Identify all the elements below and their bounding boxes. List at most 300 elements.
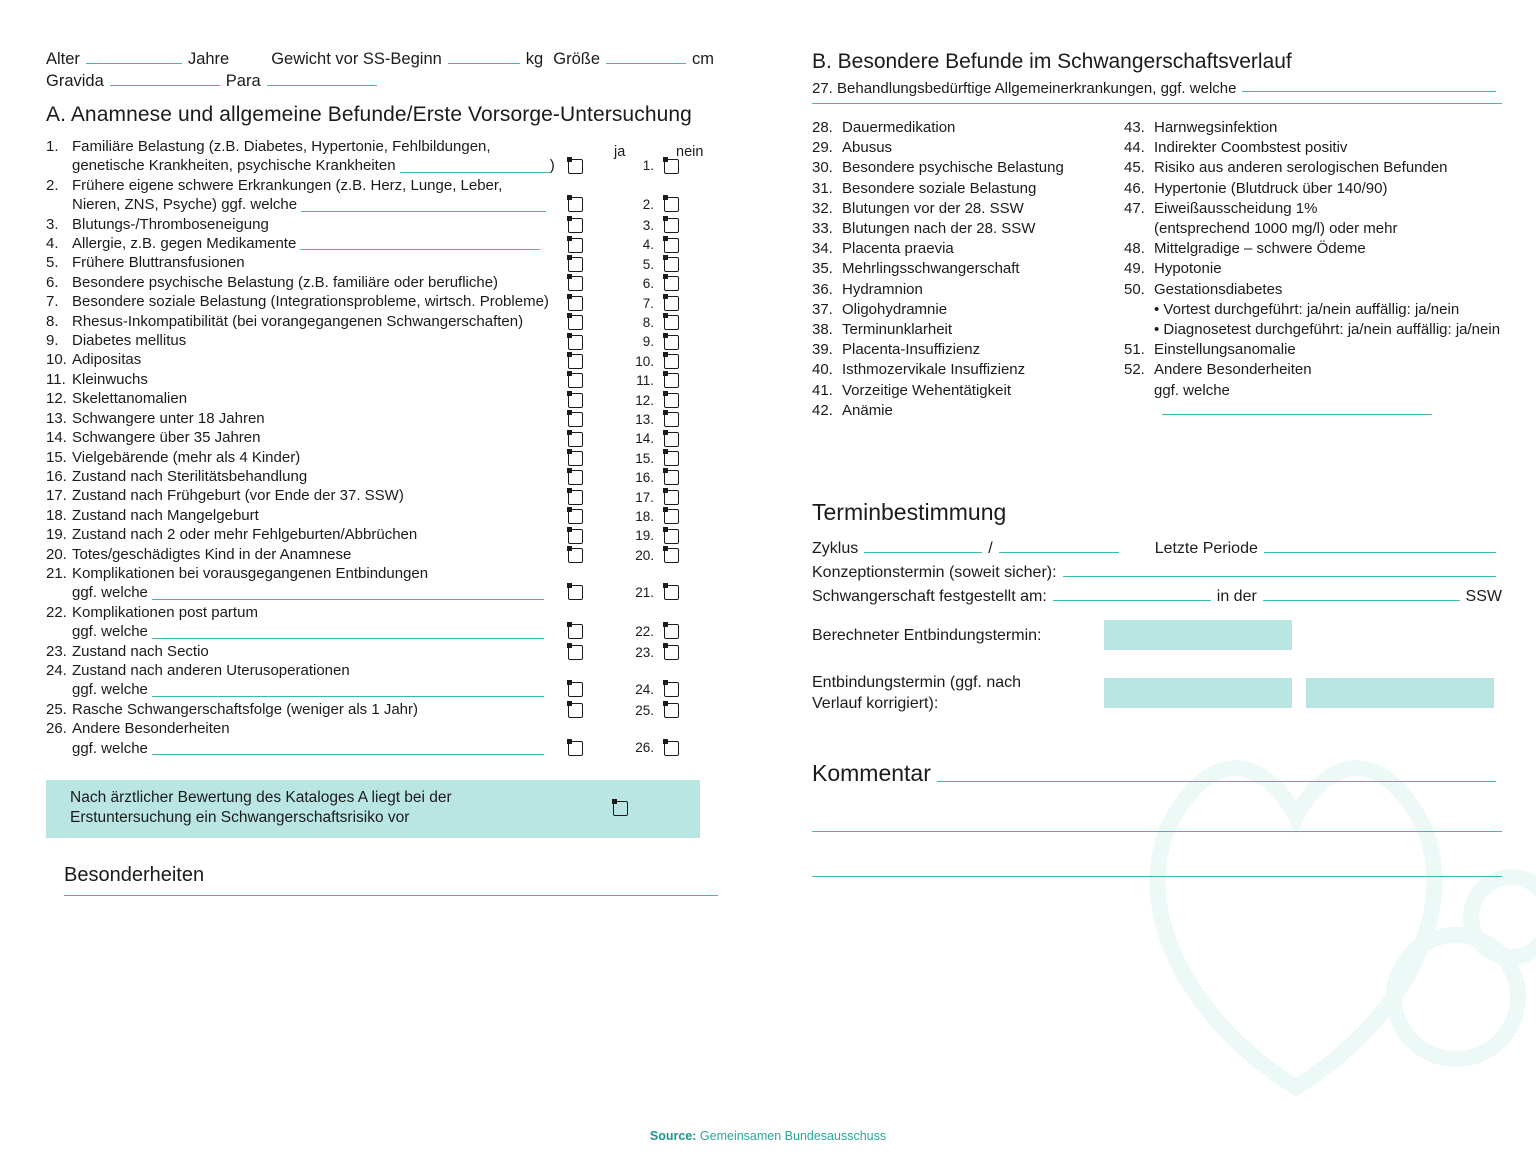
- befund-subitem-input[interactable]: [1162, 414, 1432, 415]
- befund-item-number: 32.: [812, 199, 833, 217]
- anamnese-item-checkboxes: [568, 294, 758, 312]
- checkbox-ja[interactable]: [568, 529, 583, 544]
- checkbox-ja[interactable]: [568, 682, 583, 697]
- checkbox-nein[interactable]: [664, 412, 679, 427]
- risk-banner-line2: Erstuntersuchung ein Schwangerschaftsrisiko vor: [70, 809, 410, 826]
- checkbox-row-number: 10.: [635, 353, 654, 369]
- besonderheiten-title: Besonderheiten: [64, 864, 205, 886]
- checkbox-nein[interactable]: [664, 548, 679, 563]
- festgestellt-input[interactable]: [1053, 599, 1211, 601]
- checkbox-ja[interactable]: [568, 645, 583, 660]
- anamnese-item-number: 24.: [46, 661, 67, 679]
- befund-item-number: 28.: [812, 119, 833, 136]
- anamnese-item-checkboxes: [568, 681, 758, 699]
- checkbox-nein[interactable]: [664, 645, 679, 660]
- anamnese-item-checkboxes: [568, 275, 758, 293]
- anamnese-item-number: 23.: [46, 642, 67, 660]
- risk-banner: [46, 780, 700, 838]
- kommentar-section: [812, 760, 1502, 877]
- anamnese-item-checkboxes: [568, 702, 758, 720]
- checkbox-nein[interactable]: [664, 315, 679, 330]
- anamnese-item-checkboxes: [568, 488, 758, 506]
- checkbox-row-number: 9.: [642, 334, 654, 350]
- checkbox-nein[interactable]: [664, 509, 679, 524]
- anamnese-item-line1: Zustand nach Frühgeburt (vor Ende der 37. SSW): [72, 487, 404, 505]
- checkbox-nein[interactable]: [664, 529, 679, 544]
- befund-item: [812, 219, 1124, 239]
- checkbox-ja[interactable]: [568, 432, 583, 447]
- anamnese-item-list: [46, 137, 736, 758]
- anamnese-item: [46, 428, 736, 447]
- anamnese-item-number: 5.: [46, 254, 59, 272]
- checkbox-row-number: 13.: [635, 411, 654, 427]
- befund-item-text: Vorzeitige Wehentätigkeit: [842, 381, 1011, 399]
- berechneter-entbindungstermin-field[interactable]: [1104, 620, 1292, 650]
- anamnese-item-checkboxes: [568, 372, 758, 390]
- checkbox-nein[interactable]: [664, 276, 679, 291]
- anamnese-item-number: 26.: [46, 720, 67, 738]
- befund-item-text: Gestationsdiabetes: [1154, 280, 1283, 298]
- befund-item-text: Mittelgradige – schwere Ödeme: [1154, 240, 1366, 258]
- source-caption: [0, 1129, 1536, 1143]
- anamnese-item-checkboxes: [568, 314, 758, 332]
- befund-subitem: [1124, 219, 1502, 239]
- anamnese-item: [46, 215, 736, 234]
- befund-item-text: Einstellungsanomalie: [1154, 341, 1296, 359]
- befund-item-number: 40.: [812, 361, 833, 379]
- befund-item-number: 52.: [1124, 361, 1145, 379]
- anamnese-item: [46, 564, 736, 603]
- anamnese-item-number: 12.: [46, 390, 67, 408]
- checkbox-row-number: 6.: [642, 276, 654, 292]
- anamnese-item-line1: Besondere psychische Belastung (z.B. familiäre oder berufliche): [72, 273, 499, 291]
- anamnese-item-number: 4.: [46, 235, 59, 253]
- anamnese-item-input[interactable]: [152, 754, 544, 755]
- checkbox-row-number: 26.: [635, 740, 654, 756]
- befund-item-number: 44.: [1124, 139, 1145, 157]
- checkbox-ja[interactable]: [568, 315, 583, 330]
- checkbox-ja[interactable]: [568, 393, 583, 408]
- befund-item-text: Isthmozervikale Insuffizienz: [842, 361, 1026, 379]
- checkbox-ja[interactable]: [568, 490, 583, 505]
- anamnese-item-line2: genetische Krankheiten, psychische Krankheiten: [72, 157, 396, 175]
- anamnese-item-number: 3.: [46, 215, 59, 233]
- anamnese-item-number: 7.: [46, 293, 59, 311]
- befund-item: [1124, 179, 1502, 199]
- jahre-label: Jahre: [187, 50, 230, 68]
- anamnese-item-line1: Andere Besonderheiten: [72, 720, 230, 738]
- befund-item-number: 29.: [812, 139, 833, 157]
- checkbox-ja[interactable]: [568, 276, 583, 291]
- anamnese-item-number: 22.: [46, 603, 67, 621]
- gravida-label: Gravida: [46, 72, 104, 90]
- befund-item-number: 39.: [812, 341, 833, 359]
- konzeptionstermin-input[interactable]: [1063, 575, 1496, 577]
- anamnese-item-line1: Allergie, z.B. gegen Medikamente: [72, 235, 297, 253]
- terminbestimmung-title: Terminbestimmung: [812, 499, 1007, 526]
- checkbox-ja[interactable]: [568, 373, 583, 388]
- befund-item-number: 36.: [812, 280, 833, 298]
- anamnese-item-number: 15.: [46, 448, 67, 466]
- anamnese-item-input[interactable]: [300, 249, 540, 250]
- checkbox-ja[interactable]: [568, 451, 583, 466]
- anamnese-item-input[interactable]: [152, 696, 544, 697]
- checkbox-ja[interactable]: [568, 159, 583, 174]
- checkbox-row-number: 19.: [635, 528, 654, 544]
- checkbox-nein[interactable]: [664, 354, 679, 369]
- checkbox-ja[interactable]: [568, 412, 583, 427]
- anamnese-item: [46, 273, 736, 292]
- anamnese-item-checkboxes: [568, 623, 758, 641]
- header-line-2: [46, 72, 736, 91]
- kommentar-input-1[interactable]: [937, 780, 1496, 782]
- anamnese-item-line1: Rasche Schwangerschaftsfolge (weniger als 1 Jahr): [72, 700, 419, 718]
- checkbox-row-number: 24.: [635, 682, 654, 698]
- anamnese-item-line1: Zustand nach Mangelgeburt: [72, 506, 259, 524]
- befund-item-text: Anämie: [842, 401, 893, 419]
- checkbox-ja[interactable]: [568, 257, 583, 272]
- checkbox-row-number: 1.: [642, 158, 654, 174]
- section-a-title: A. Anamnese und allgemeine Befunde/Erste Vorsorge-Untersuchung: [46, 103, 692, 126]
- anamnese-item-input[interactable]: [152, 599, 544, 600]
- kommentar-title: Kommentar: [812, 760, 931, 787]
- befund-item-text: Indirekter Coombstest positiv: [1154, 139, 1348, 157]
- anamnese-item-number: 11.: [46, 370, 66, 388]
- anamnese-item-line1: Blutungs-/Thromboseneigung: [72, 215, 269, 233]
- anamnese-item-number: 25.: [46, 700, 67, 718]
- anamnese-item: [46, 176, 736, 215]
- anamnese-item-number: 13.: [46, 409, 67, 427]
- checkbox-row-number: 12.: [635, 392, 654, 408]
- anamnese-item-checkboxes: [568, 255, 758, 273]
- anamnese-item-number: 18.: [46, 506, 67, 524]
- checkbox-ja[interactable]: [568, 296, 583, 311]
- befund-item: [812, 401, 1124, 421]
- anamnese-item-line1: Diabetes mellitus: [72, 332, 187, 350]
- befund-item-number: 37.: [812, 300, 833, 318]
- anamnese-item-number: 8.: [46, 312, 59, 330]
- checkbox-nein[interactable]: [664, 373, 679, 388]
- entbindungstermin-label: [812, 672, 1104, 714]
- kommentar-header: [812, 760, 1502, 787]
- checkbox-ja[interactable]: [568, 703, 583, 718]
- befund-item-number: 50.: [1124, 280, 1145, 298]
- kg-label: kg: [525, 50, 544, 68]
- section-b-column-1: [812, 118, 1124, 421]
- kommentar-input-3[interactable]: [812, 876, 1502, 877]
- befund-item: [1124, 138, 1502, 158]
- anamnese-item: [46, 350, 736, 369]
- befund-item-number: 41.: [812, 381, 833, 399]
- befund-item: [812, 199, 1124, 219]
- anamnese-item: [46, 700, 736, 719]
- anamnese-item: [46, 312, 736, 331]
- checkbox-nein[interactable]: [664, 703, 679, 718]
- checkbox-nein[interactable]: [664, 451, 679, 466]
- anamnese-item: [46, 603, 736, 642]
- in-der-label: in der: [1216, 588, 1257, 606]
- anamnese-item-checkboxes: [568, 508, 758, 526]
- checkbox-row-number: 17.: [635, 489, 654, 505]
- anamnese-item: [46, 137, 736, 176]
- befund-item-text: Andere Besonderheiten: [1154, 361, 1312, 379]
- checkbox-ja[interactable]: [568, 548, 583, 563]
- anamnese-item-line1: Komplikationen bei vorausgegangenen Entbindungen: [72, 564, 429, 582]
- checkbox-nein[interactable]: [664, 218, 679, 233]
- anamnese-item: [46, 545, 736, 564]
- alter-label: Alter: [46, 50, 80, 68]
- gewicht-label: Gewicht vor SS-Beginn: [271, 50, 442, 68]
- berechneter-entbindungstermin-label: Berechneter Entbindungstermin:: [812, 626, 1042, 644]
- anamnese-item-line2: ggf. welche: [72, 739, 148, 757]
- checkbox-nein[interactable]: [664, 393, 679, 408]
- anamnese-item-checkboxes: [568, 391, 758, 409]
- checkbox-ja[interactable]: [568, 197, 583, 212]
- source-value: Gemeinsamen Bundesausschuss: [699, 1129, 887, 1143]
- groesse-input[interactable]: [606, 62, 686, 64]
- befund-item: [812, 138, 1124, 158]
- befund-subitem: [1124, 320, 1502, 340]
- item-27-input-second-line[interactable]: [812, 103, 1502, 104]
- gewicht-input[interactable]: [448, 62, 520, 64]
- checkbox-nein[interactable]: [664, 257, 679, 272]
- anamnese-item-input[interactable]: [152, 638, 544, 639]
- befund-item: [812, 118, 1124, 138]
- risk-banner-text: [70, 788, 613, 828]
- checkbox-nein[interactable]: [664, 624, 679, 639]
- befund-item: [812, 300, 1124, 320]
- befund-item: [812, 259, 1124, 279]
- befund-item-text: Hydramnion: [842, 280, 923, 298]
- befund-item: [812, 381, 1124, 401]
- anamnese-item-checkboxes: [568, 157, 758, 175]
- anamnese-item-input[interactable]: [301, 211, 546, 212]
- checkbox-row-number: 18.: [635, 509, 654, 525]
- checkbox-row-number: 22.: [635, 624, 654, 640]
- entbindungstermin-field-1[interactable]: [1104, 678, 1292, 708]
- anamnese-item-number: 14.: [46, 429, 67, 447]
- befund-item-number: 45.: [1124, 159, 1145, 177]
- anamnese-item: [46, 467, 736, 486]
- befund-item: [1124, 118, 1502, 138]
- anamnese-item-checkboxes: [568, 217, 758, 235]
- befund-item-number: 49.: [1124, 260, 1145, 278]
- anamnese-item-checkboxes: [568, 547, 758, 565]
- befund-item-text: Dauermedikation: [842, 119, 956, 136]
- checkbox-row-number: 7.: [642, 295, 654, 311]
- checkbox-nein[interactable]: [664, 238, 679, 253]
- para-label: Para: [225, 72, 261, 90]
- checkbox-nein[interactable]: [664, 197, 679, 212]
- checkbox-row-number: 5.: [642, 256, 654, 272]
- anamnese-item-line1: Adipositas: [72, 351, 142, 369]
- item-27-label: 27. Behandlungsbedürftige Allgemeinerkrankungen, ggf. welche: [812, 80, 1237, 97]
- befund-item-number: 34.: [812, 240, 833, 258]
- anamnese-item: [46, 448, 736, 467]
- para-input[interactable]: [267, 84, 377, 86]
- item-27-input[interactable]: [1242, 90, 1496, 92]
- checkbox-row-number: 21.: [635, 585, 654, 601]
- gravida-input[interactable]: [110, 84, 220, 86]
- anamnese-item: [46, 370, 736, 389]
- befund-item-text: Terminunklarheit: [842, 321, 953, 339]
- entbindungstermin-label-line1: Entbindungstermin (ggf. nach: [812, 674, 1022, 692]
- checkbox-ja[interactable]: [568, 238, 583, 253]
- befund-item: [1124, 259, 1502, 279]
- anamnese-item-line1: Vielgebärende (mehr als 4 Kinder): [72, 448, 301, 466]
- befund-item-text: Harnwegsinfektion: [1154, 119, 1278, 136]
- checkbox-nein[interactable]: [664, 585, 679, 600]
- anamnese-item-line2: Nieren, ZNS, Psyche) ggf. welche: [72, 196, 298, 214]
- risk-banner-line1: Nach ärztlicher Bewertung des Kataloges A liegt bei der: [70, 789, 452, 806]
- anamnese-item: [46, 409, 736, 428]
- anamnese-item-checkboxes: [568, 196, 758, 214]
- letzte-periode-input[interactable]: [1264, 551, 1496, 553]
- anamnese-item-checkboxes: [568, 644, 758, 662]
- anamnese-item-checkboxes: [568, 450, 758, 468]
- anamnese-item-checkboxes: [568, 236, 758, 254]
- anamnese-item: [46, 292, 736, 311]
- befund-subitem: [1124, 300, 1502, 320]
- befund-item: [1124, 239, 1502, 259]
- checkbox-row-number: 14.: [635, 431, 654, 447]
- checkbox-nein[interactable]: [664, 432, 679, 447]
- anamnese-item-number: 6.: [46, 273, 59, 291]
- anamnese-item-checkboxes: [568, 527, 758, 545]
- anamnese-item-line2: ggf. welche: [72, 584, 148, 602]
- anamnese-item-input[interactable]: [400, 172, 550, 173]
- befund-item: [812, 360, 1124, 380]
- checkbox-row-number: 20.: [635, 547, 654, 563]
- anamnese-item-number: 21.: [46, 564, 67, 582]
- befund-item-text: Eiweißausscheidung 1%: [1154, 199, 1318, 217]
- zyklus-label: Zyklus: [812, 540, 859, 558]
- befund-item: [1124, 199, 1502, 219]
- anamnese-item-line1: Totes/geschädigtes Kind in der Anamnese: [72, 545, 352, 563]
- befund-item-number: 30.: [812, 159, 833, 177]
- anamnese-item-line1: Frühere eigene schwere Erkrankungen (z.B. Herz, Lunge, Leber,: [72, 176, 503, 194]
- befund-item: [1124, 360, 1502, 380]
- anamnese-item-suffix: ): [549, 157, 555, 175]
- befund-item: [812, 280, 1124, 300]
- zyklus-input-2[interactable]: [999, 551, 1119, 553]
- checkbox-ja[interactable]: [568, 741, 583, 756]
- checkbox-ja[interactable]: [568, 335, 583, 350]
- befund-item-text: Placenta praevia: [842, 240, 954, 258]
- checkbox-ja[interactable]: [568, 470, 583, 485]
- groesse-label: Größe: [553, 50, 600, 68]
- anamnese-item-line1: Komplikationen post partum: [72, 603, 258, 621]
- anamnese-item: [46, 253, 736, 272]
- zyklus-slash: /: [988, 540, 993, 558]
- left-column: [46, 50, 736, 896]
- konzeptionstermin-label: Konzeptionstermin (soweit sicher):: [812, 564, 1057, 582]
- anamnese-item: [46, 486, 736, 505]
- anamnese-item-line2: ggf. welche: [72, 623, 148, 641]
- befund-item-number: 51.: [1124, 341, 1145, 359]
- entbindungstermin-row: [812, 672, 1502, 714]
- befund-item-text: Blutungen vor der 28. SSW: [842, 199, 1024, 217]
- anamnese-item-line1: Schwangere unter 18 Jahren: [72, 409, 265, 427]
- checkbox-nein[interactable]: [664, 741, 679, 756]
- anamnese-item-line1: Familiäre Belastung (z.B. Diabetes, Hypertonie, Fehlbildungen,: [72, 138, 491, 155]
- befund-item-text: Blutungen nach der 28. SSW: [842, 220, 1036, 238]
- checkbox-nein[interactable]: [664, 159, 679, 174]
- befund-item: [1124, 340, 1502, 360]
- anamnese-item-line1: Skelettanomalien: [72, 390, 188, 408]
- befund-item-text: Placenta-Insuffizienz: [842, 341, 981, 359]
- kommentar-input-2[interactable]: [812, 831, 1502, 832]
- checkbox-ja[interactable]: [568, 585, 583, 600]
- anamnese-item-number: 9.: [46, 332, 59, 350]
- checkbox-nein[interactable]: [664, 335, 679, 350]
- befund-item: [1124, 158, 1502, 178]
- anamnese-item: [46, 389, 736, 408]
- checkbox-nein[interactable]: [664, 470, 679, 485]
- befund-item-number: 48.: [1124, 240, 1145, 258]
- befund-item-number: 33.: [812, 220, 833, 238]
- anamnese-item-line1: Rhesus-Inkompatibilität (bei vorangegangenen Schwangerschaften): [72, 312, 524, 330]
- source-label: Source:: [649, 1129, 697, 1143]
- befund-item-number: 31.: [812, 179, 833, 197]
- risk-banner-checkbox[interactable]: [613, 801, 628, 816]
- checkbox-row-number: 11.: [636, 373, 654, 389]
- column-header-nein: nein: [676, 144, 704, 160]
- anamnese-item: [46, 642, 736, 661]
- anamnese-item-checkboxes: [568, 430, 758, 448]
- checkbox-nein[interactable]: [664, 682, 679, 697]
- anamnese-item: [46, 506, 736, 525]
- befund-item-text: Hypotonie: [1154, 260, 1222, 278]
- checkbox-ja[interactable]: [568, 624, 583, 639]
- anamnese-item-number: 2.: [46, 176, 59, 194]
- befund-item-number: 43.: [1124, 119, 1145, 136]
- befund-subitem-text: (entsprechend 1000 mg/l) oder mehr: [1154, 220, 1398, 238]
- checkbox-ja[interactable]: [568, 218, 583, 233]
- checkbox-ja[interactable]: [568, 509, 583, 524]
- anamnese-item-line2: ggf. welche: [72, 681, 148, 699]
- checkbox-nein[interactable]: [664, 490, 679, 505]
- anamnese-item-line1: Zustand nach 2 oder mehr Fehlgeburten/Abbrüchen: [72, 526, 418, 544]
- befund-item: [812, 158, 1124, 178]
- anamnese-item-line1: Zustand nach anderen Uterusoperationen: [72, 661, 350, 679]
- header-line-1: [46, 50, 736, 69]
- letzte-periode-label: Letzte Periode: [1154, 540, 1258, 558]
- checkbox-row-number: 25.: [635, 703, 654, 719]
- befund-item-text: Risiko aus anderen serologischen Befunden: [1154, 159, 1448, 177]
- terminbestimmung-section: [812, 499, 1502, 714]
- zyklus-input[interactable]: [864, 551, 982, 553]
- anamnese-item-checkboxes: [568, 333, 758, 351]
- besonderheiten-input[interactable]: [64, 895, 718, 896]
- column-header-ja: ja: [614, 144, 626, 160]
- checkbox-nein[interactable]: [664, 296, 679, 311]
- anamnese-item-line1: Zustand nach Sectio: [72, 642, 209, 660]
- befund-item-text: Mehrlingsschwangerschaft: [842, 260, 1020, 278]
- ssw-input[interactable]: [1263, 599, 1460, 601]
- entbindungstermin-field-2[interactable]: [1306, 678, 1494, 708]
- befund-item-number: 35.: [812, 260, 833, 278]
- anamnese-item: [46, 234, 736, 253]
- befund-item-text: Besondere psychische Belastung: [842, 159, 1064, 177]
- alter-input[interactable]: [86, 62, 182, 64]
- right-column: [812, 50, 1502, 877]
- anamnese-item-number: 19.: [46, 526, 67, 544]
- checkbox-row-number: 3.: [642, 217, 654, 233]
- befund-item: [812, 239, 1124, 259]
- checkbox-ja[interactable]: [568, 354, 583, 369]
- anamnese-item-line1: Schwangere über 35 Jahren: [72, 429, 261, 447]
